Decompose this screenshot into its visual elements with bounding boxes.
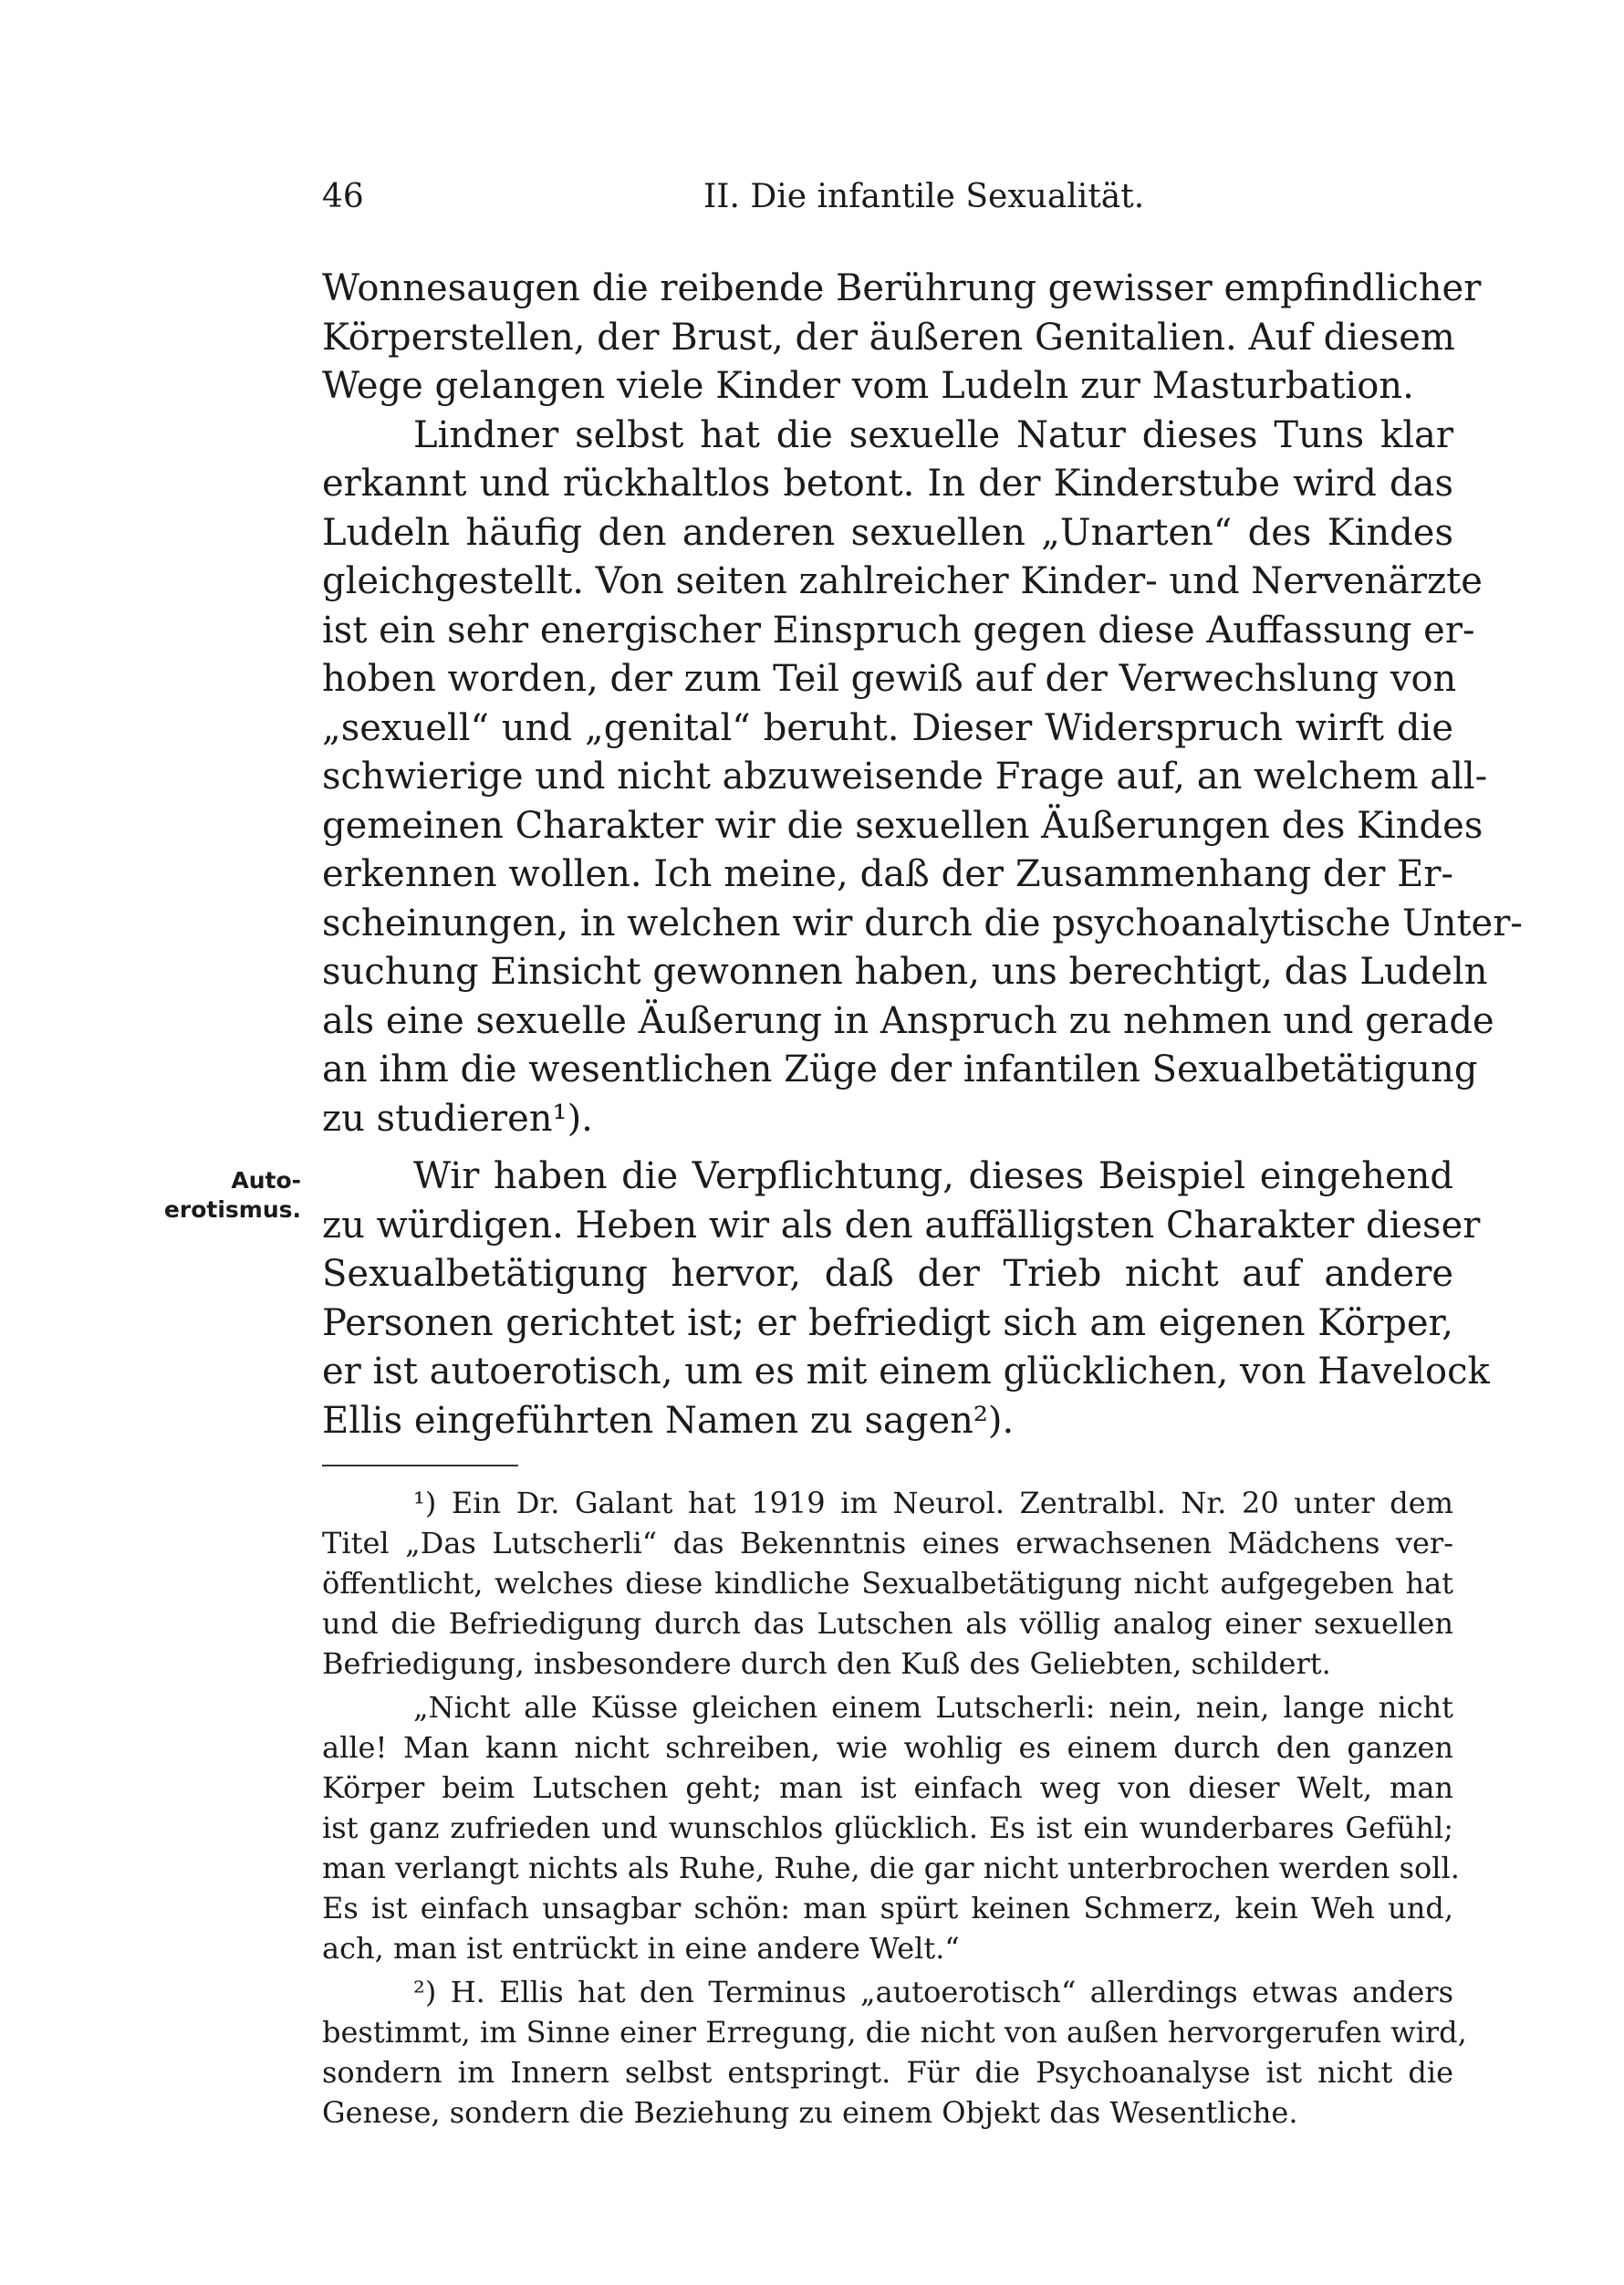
text-line: zu würdigen. Heben wir als den auffälligsten Charakter dieser bbox=[322, 1204, 1481, 1247]
text-line: gleichgestellt. Von seiten zahlreicher Kinder- und Nervenärzte bbox=[322, 560, 1483, 602]
footnote-rule bbox=[322, 1465, 518, 1466]
running-head: II. Die infantile Sexualität. bbox=[703, 178, 1145, 215]
footnote-1 bbox=[322, 1483, 1453, 1684]
footnote-quote bbox=[322, 1687, 1460, 1968]
text-line: Ellis eingeführten Namen zu sagen²). bbox=[322, 1399, 1015, 1442]
text-line: scheinungen, in welchen wir durch die psychoanalytische Unter- bbox=[322, 902, 1523, 944]
footnote-2 bbox=[322, 1972, 1467, 2133]
page-header bbox=[322, 178, 1453, 225]
text-line: Wege gelangen viele Kinder vom Ludeln zur Masturbation. bbox=[322, 365, 1414, 407]
footnote-line: bestimmt, im Sinne einer Erregung, die nicht von außen hervorgerufen wird, bbox=[322, 2015, 1467, 2050]
footnotes bbox=[322, 1483, 1467, 2133]
text-line: Wir haben die Verpflichtung, dieses Beispiel eingehend bbox=[413, 1155, 1453, 1197]
text-line: Körperstellen, der Brust, der äußeren Genitalien. Auf diesem bbox=[322, 316, 1455, 359]
footnote-line: Befriedigung, insbesondere durch den Kuß des Geliebten, schildert. bbox=[322, 1646, 1331, 1681]
text-line: erkannt und rückhaltlos betont. In der Kinderstube wird das bbox=[322, 463, 1453, 505]
text-line: Lindner selbst hat die sexuelle Natur dieses Tuns klar bbox=[413, 413, 1453, 456]
footnote-line: Körper beim Lutschen geht; man ist einfach weg von dieser Welt, man bbox=[322, 1770, 1453, 1805]
footnote-line: öffentlicht, welches diese kindliche Sexualbetätigung nicht aufgegeben hat bbox=[322, 1566, 1453, 1601]
text-line: als eine sexuelle Äußerung in Anspruch zu nehmen und gerade bbox=[322, 999, 1494, 1042]
footnote-line: ach, man ist entrückt in eine andere Welt.“ bbox=[322, 1931, 960, 1966]
text-line: er ist autoerotisch, um es mit einem glücklichen, von Havelock bbox=[322, 1351, 1490, 1393]
text-line: zu studieren¹). bbox=[322, 1097, 593, 1140]
text-line: an ihm die wesentlichen Züge der infantilen Sexualbetätigung bbox=[322, 1049, 1478, 1090]
paragraph-1 bbox=[322, 265, 1482, 412]
footnote-line: Es ist einfach unsagbar schön: man spürt keinen Schmerz, kein Weh und, bbox=[322, 1891, 1453, 1925]
footnote-line: „Nicht alle Küsse gleichen einem Lutscherli: nein, nein, lange nicht bbox=[413, 1690, 1453, 1725]
footnote-line: und die Befriedigung durch das Lutschen als völlig analog einer sexuellen bbox=[322, 1606, 1453, 1641]
body-text bbox=[322, 265, 1523, 1445]
footnote-line: Titel „Das Lutscherli“ das Bekenntnis eines erwachsenen Mädchens ver- bbox=[322, 1526, 1453, 1560]
text-line: Ludeln häufig den anderen sexuellen „Unarten“ des Kindes bbox=[322, 511, 1453, 554]
text-line: suchung Einsicht gewonnen haben, uns berechtigt, das Ludeln bbox=[322, 951, 1488, 993]
text-line: gemeinen Charakter wir die sexuellen Äußerungen des Kindes bbox=[322, 804, 1483, 847]
footnote-line: sondern im Innern selbst entspringt. Für die Psychoanalyse ist nicht die bbox=[322, 2055, 1453, 2090]
footnote-line: ²) H. Ellis hat den Terminus „autoerotisch“ allerdings etwas anders bbox=[413, 1975, 1453, 2009]
footnote-line: alle! Man kann nicht schreiben, wie wohlig es einem durch den ganzen bbox=[322, 1730, 1453, 1765]
margin-note-line: Auto- bbox=[231, 1167, 301, 1194]
margin-note-line: erotismus. bbox=[163, 1196, 301, 1223]
text-line: erkennen wollen. Ich meine, daß der Zusammenhang der Er- bbox=[322, 853, 1453, 895]
text-line: Sexualbetätigung hervor, daß der Trieb nicht auf andere bbox=[322, 1253, 1453, 1295]
paragraph-2 bbox=[322, 412, 1523, 1144]
text-line: hoben worden, der zum Teil gewiß auf der Verwechslung von bbox=[322, 658, 1457, 700]
text-line: ist ein sehr energischer Einspruch gegen diese Auffassung er- bbox=[322, 609, 1475, 652]
footnote-line: man verlangt nichts als Ruhe, Ruhe, die gar nicht unterbrochen werden soll. bbox=[322, 1851, 1460, 1885]
footnote-line: ist ganz zufrieden und wunschlos glücklich. Es ist ein wunderbares Gefühl; bbox=[322, 1810, 1453, 1845]
footnote-line: ¹) Ein Dr. Galant hat 1919 im Neurol. Zentralbl. Nr. 20 unter dem bbox=[413, 1486, 1453, 1520]
text-line: „sexuell“ und „genital“ beruht. Dieser Widerspruch wirft die bbox=[322, 706, 1453, 749]
margin-note bbox=[141, 1166, 301, 1225]
footnote-line: Genese, sondern die Beziehung zu einem Objekt das Wesentliche. bbox=[322, 2095, 1298, 2130]
page-number: 46 bbox=[322, 178, 364, 215]
paragraph-3 bbox=[322, 1153, 1490, 1445]
text-line: Wonnesaugen die reibende Berührung gewisser empfindlicher bbox=[322, 267, 1482, 309]
text-line: Personen gerichtet ist; er befriedigt sich am eigenen Körper, bbox=[322, 1301, 1453, 1344]
text-line: schwierige und nicht abzuweisende Frage auf, an welchem all- bbox=[322, 756, 1488, 798]
